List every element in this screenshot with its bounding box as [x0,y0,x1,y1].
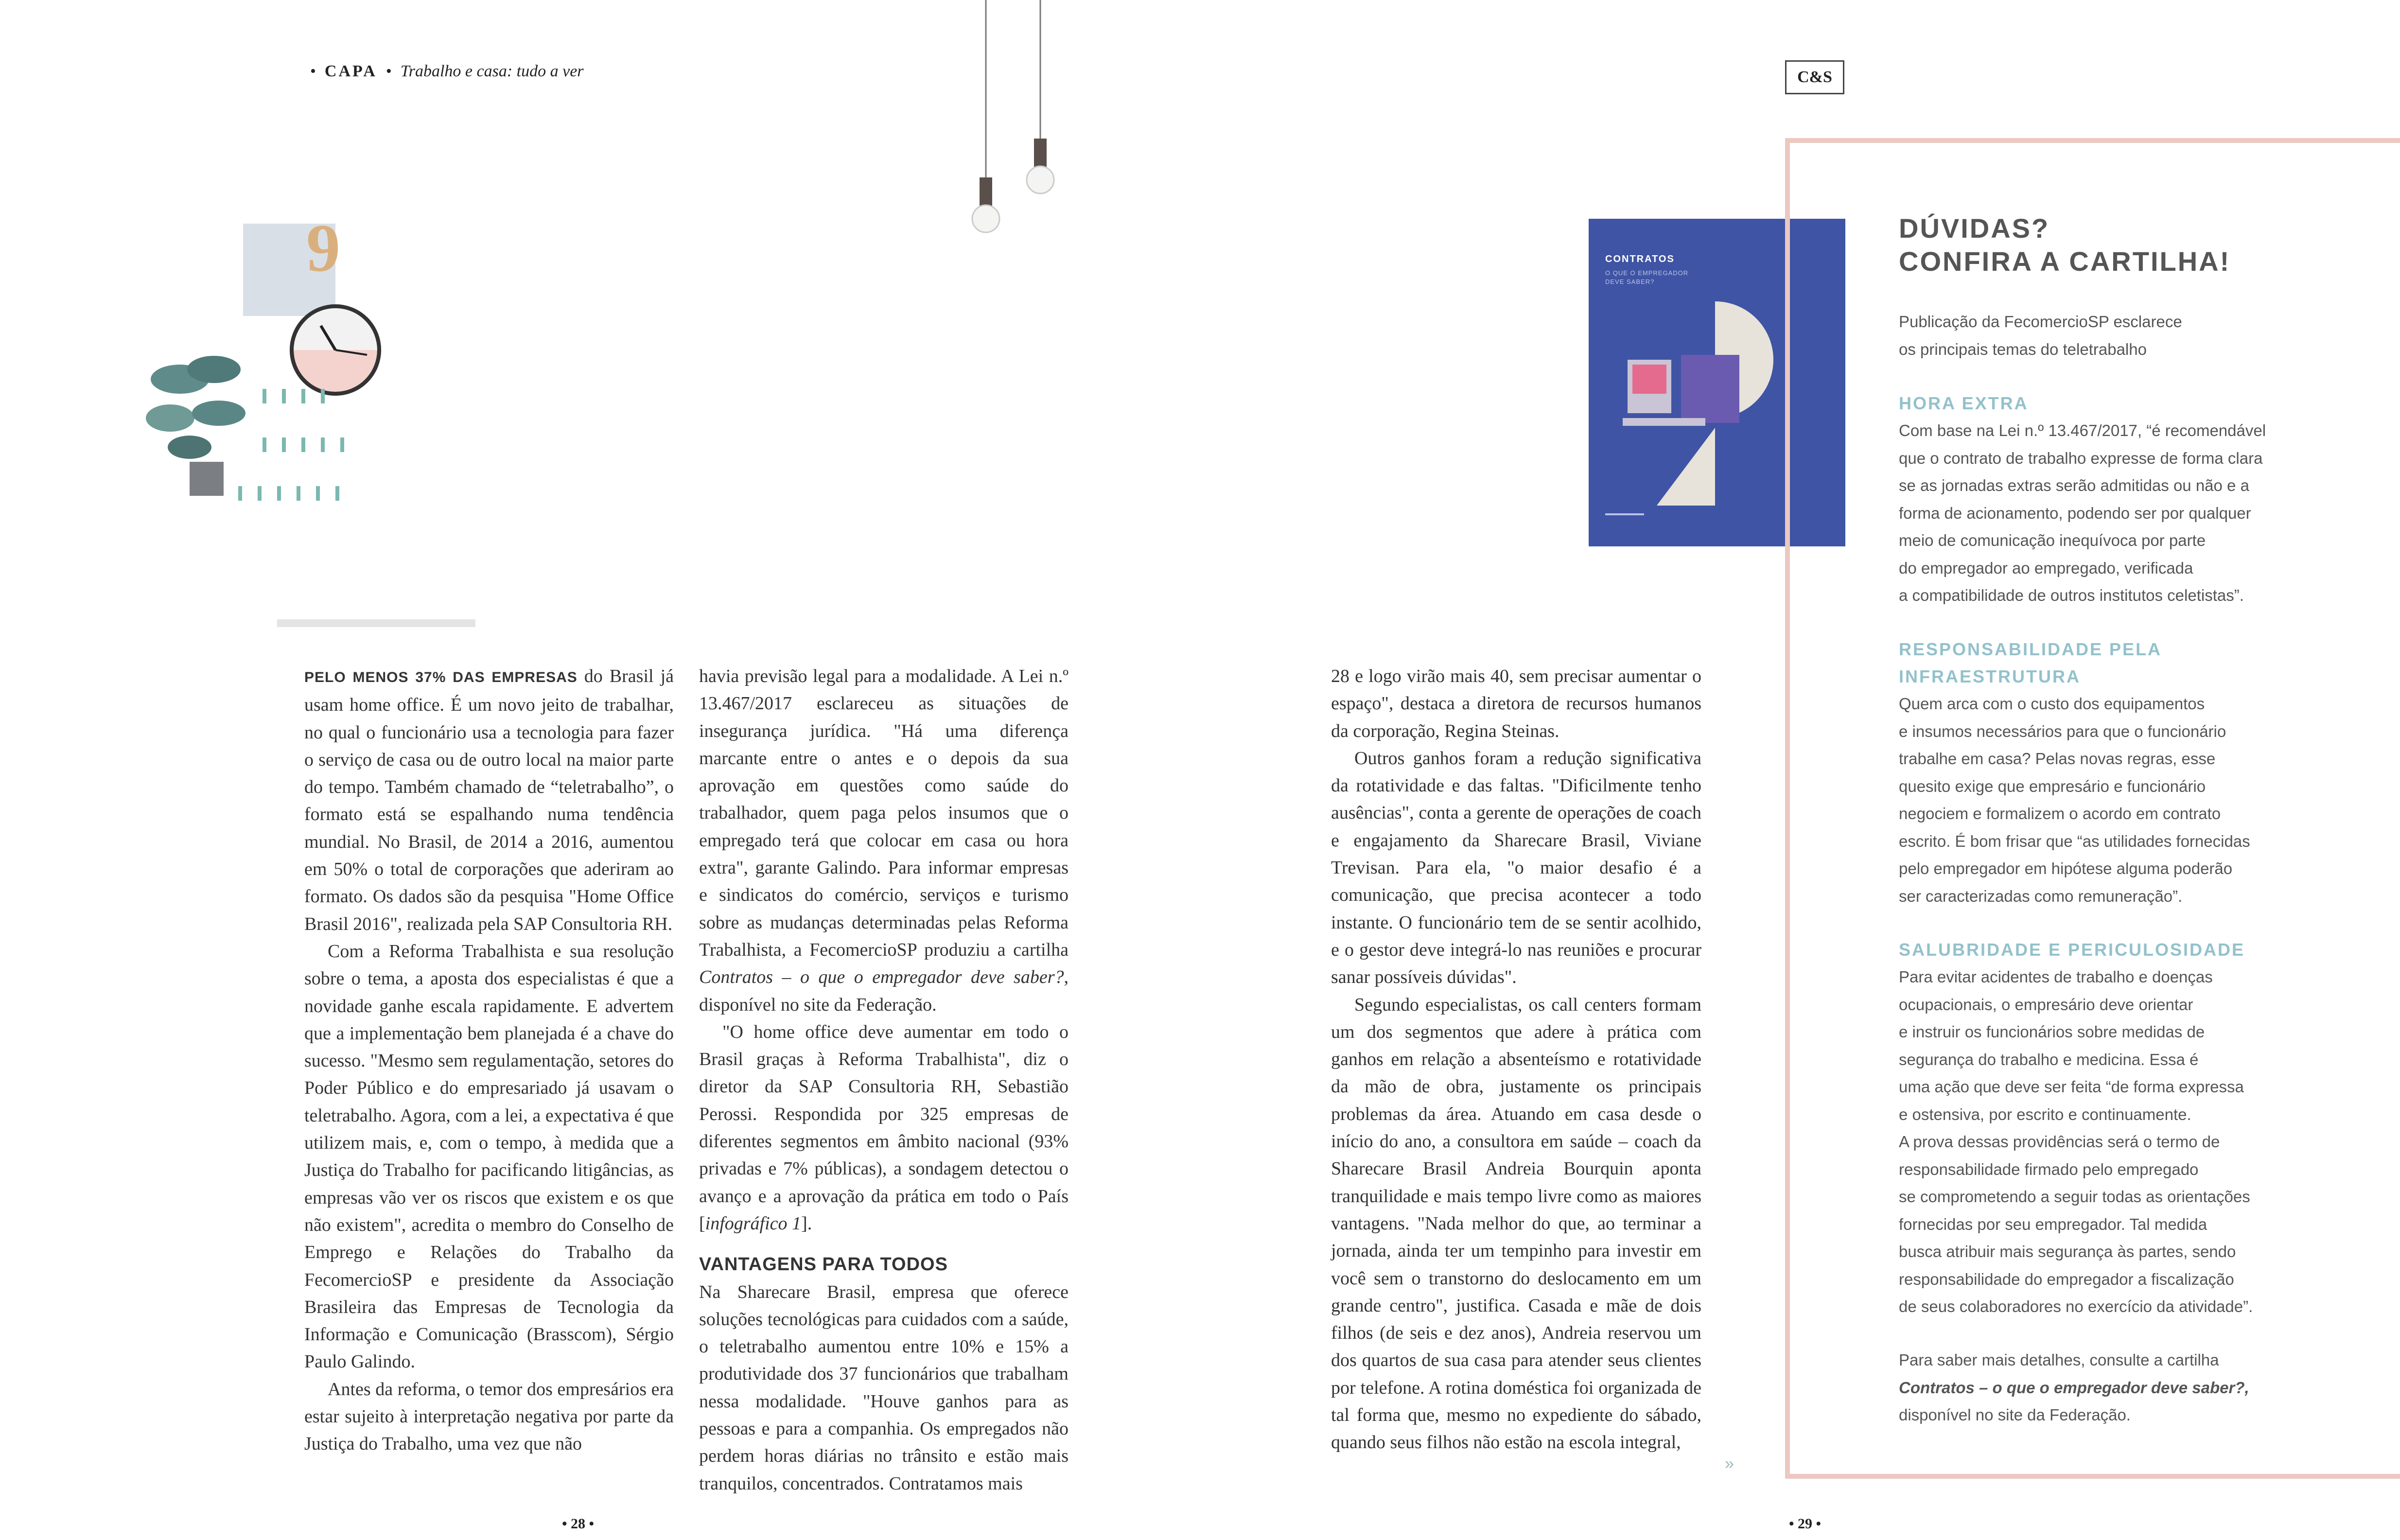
text-line: Quem arca com o custo dos equipamentos [1899,695,2205,713]
bullet: • [562,1516,567,1532]
hanging-lamps-illustration [963,0,1060,243]
text-line: busca atribuir mais segurança às partes, sendo [1899,1242,2236,1260]
sidebar-title-line: CONFIRA A CARTILHA! [1899,246,2231,277]
paragraph-text: "O home office deve aumentar em todo o Brasil graças à Reforma Trabalhista", diz o diretor da SAP Consultoria RH, Sebastião Perossi. Respondida por 325 empresas de diferentes segmentos em âmbito nacional (93% privadas e 7% públicas), a sondagem detectou o avanço e a aprovação da prática em todo o País [ [699,1021,1069,1234]
text-line: responsabilidade do empregador a fiscalização [1899,1270,2234,1288]
sidebar-section-infraestrutura [1899,636,2395,910]
magazine-logo: C&S [1785,60,1844,94]
section-body [1899,417,2395,610]
sidebar-footer-note [1899,1347,2249,1429]
booklet-cover-title: CONTRATOS [1605,254,1675,264]
section-label: CAPA [324,62,377,80]
paragraph-text: ]. [801,1213,812,1234]
text-line: e insumos necessários para que o funcionário [1899,722,2226,740]
text-line: e ostensiva, por escrito e continuamente. [1899,1105,2191,1123]
text-line: se comprometendo a seguir todas as orientações [1899,1188,2250,1206]
paragraph [699,663,1069,1018]
sidebar-section-hora-extra [1899,390,2395,610]
bullet: • [1816,1516,1822,1532]
article-column-1 [304,663,674,1458]
page-number-right [1789,1516,1821,1532]
section-heading: HORA EXTRA [1899,393,2029,413]
text-line: e instruir os funcionários sobre medidas de [1899,1023,2205,1041]
paragraph-text: do Brasil já usam home office. É um novo jeito de trabalhar, no qual o funcionário usa a tecnologia para fazer o serviço de casa ou de outro local na maior parte do tempo. Também chamado de “teletrabalho”, o formato está se espalhando numa tendência mundial. No Brasil, de 2014 a 2016, aumentou em 50% o total de corporações que aderiram ao formato. Os dados são da pesquisa "Home Office Brasil 2016", realizada pela SAP Consultoria RH. [304,666,674,934]
sidebar-title-line: DÚVIDAS? [1899,213,2050,244]
bullet: • [385,62,392,80]
text-line: negociem e formalizem o acordo em contrato [1899,805,2221,822]
text-line: disponível no site da Federação. [1899,1406,2131,1424]
text-line: fornecidas por seu empregador. Tal medida [1899,1215,2207,1233]
continue-arrow-icon: » [1725,1454,1734,1473]
paragraph: 28 e logo virão mais 40, sem precisar aumentar o espaço", destaca a diretora de recursos humanos da corporação, Regina Steinas. [1331,666,1701,741]
article-column-2 [699,663,1069,1497]
section-body [1899,690,2395,910]
text-line: responsabilidade firmado pelo empregado [1899,1160,2199,1178]
text-line: escrito. É bom frisar que “as utilidades fornecidas [1899,832,2250,850]
text-line: de seus colaboradores no exercício da atividade”. [1899,1297,2253,1315]
calendar-number: 9 [306,210,340,286]
text-line: a compatibilidade de outros institutos celetistas”. [1899,586,2244,604]
text-line: se as jornadas extras serão admitidas ou não e a [1899,476,2249,494]
text-line: do empregador ao empregado, verificada [1899,559,2193,577]
text-line: uma ação que deve ser feita “de forma expressa [1899,1078,2244,1096]
bullet: • [310,62,316,80]
booklet-title: Contratos – o que o empregador deve saber? [699,967,1064,988]
page-number: 29 [1798,1516,1813,1532]
paragraph [304,663,674,938]
text-line: que o contrato de trabalho expresse de forma clara [1899,449,2263,467]
booklet-cover-subtitle: O QUE O EMPREGADOR [1605,269,1689,277]
paragraph: Outros ganhos foram a redução significativa da rotatividade e das faltas. "Dificilmente tenho ausências", conta a gerente de operações de coach e engajamento da Sharecare Brasil, Viviane Trevisan. Para ela, "o maior desafio é a comunicação, que precisa acontecer a todo instante. O funcionário tem de se sentir acolhido, e o gestor deve integrá-lo nas reuniões e procurar sanar possíveis dúvidas". [1331,748,1701,988]
bullet: • [589,1516,595,1532]
text-line: Com base na Lei n.º 13.467/2017, “é recomendável [1899,421,2266,439]
article-column-3 [1331,663,1701,1456]
text-line: forma de acionamento, podendo ser por qualquer [1899,504,2251,522]
paragraph: Com a Reforma Trabalhista e sua resolução sobre o tema, a aposta dos especialistas é que a novidade ganhe escala rapidamente. E advertem que a implementação bem planejada é a chave do sucesso. "Mesmo sem regulamentação, setores do Poder Público e do empresariado já usavam o teletrabalho. Agora, com a lei, a expectativa é que utilizem mais, e, com o tempo, à medida que a Justiça do Trabalho for pacificando litigâncias, as empresas vão ver os riscos que existem e os que não existem", acredita o membro do Conselho de Emprego e Relações do Trabalho da FecomercioSP e presidente da Associação Brasileira das Empresas de Tecnologia da Informação e Comunicação (Brasscom), Sérgio Paulo Galindo. [304,941,674,1372]
section-heading: RESPONSABILIDADE PELA [1899,639,2162,659]
text-line: os principais temas do teletrabalho [1899,340,2147,358]
text-line: trabalhe em casa? Pelas novas regras, esse [1899,750,2216,768]
subheading: VANTAGENS PARA TODOS [699,1254,948,1275]
section-subtitle: Trabalho e casa: tudo a ver [400,62,584,80]
paragraph-text: , disponível no site da Federação. [699,967,1069,1015]
text-line: Para evitar acidentes de trabalho e doenças [1899,968,2213,986]
sidebar-intro [1899,308,2182,363]
sidebar-title [1899,212,2230,278]
text-line: meio de comunicação inequívoca por parte [1899,531,2206,549]
page-number: 28 [571,1516,586,1532]
text-line: pelo empregador em hipótese alguma poderão [1899,859,2233,877]
text-line: ocupacionais, o empresário deve orientar [1899,995,2193,1014]
decorative-rule [277,619,475,627]
text-line: Para saber mais detalhes, consulte a cartilha [1899,1351,2219,1369]
running-header [301,62,584,81]
lead-in: PELO MENOS 37% DAS EMPRESAS [304,669,578,685]
text-line: quesito exige que empresário e funcionário [1899,777,2206,795]
office-illustration [141,204,394,535]
booklet-cover-subtitle: DEVE SABER? [1605,278,1655,285]
section-body [1899,963,2395,1321]
text-line: segurança do trabalho e medicina. Essa é [1899,1050,2199,1068]
sidebar-section-salubridade [1899,936,2395,1321]
paragraph [699,1018,1069,1237]
booklet-title: Contratos – o que o empregador deve saber?, [1899,1378,2249,1397]
text-line: ser caracterizadas como remuneração”. [1899,887,2183,905]
plant-icon [141,340,394,525]
bullet: • [1789,1516,1794,1532]
paragraph-text: havia previsão legal para a modalidade. A Lei n.º 13.467/2017 esclareceu as situações de insegurança jurídica. "Há uma diferença marcante entre o antes e o depois da sua aprovação em questões como saúde do trabalhador, quem paga pelos insumos que o empregado terá que colocar em casa ou hora extra", garante Galindo. Para informar empresas e sindicatos do comércio, serviços e turismo sobre as mudanças determinadas pelas Reforma Trabalhista, a FecomercioSP produziu a cartilha [699,666,1069,960]
page-number-left [562,1516,594,1532]
section-heading: INFRAESTRUTURA [1899,666,2081,686]
paragraph: Antes da reforma, o temor dos empresários era estar sujeito à interpretação negativa por parte da Justiça do Trabalho, uma vez que não [304,1379,674,1454]
section-heading: SALUBRIDADE E PERICULOSIDADE [1899,940,2245,960]
paragraph: Na Sharecare Brasil, empresa que oferece soluções tecnológicas para cuidados com a saúde, o teletrabalho aumentou entre 10% e 15% a produtividade dos 37 funcionários que trabalham nessa modalidade. "Houve ganhos para as pessoas e para a companhia. Os empregados não perdem horas diárias no trânsito e estão mais tranquilos, concentrados. Contratamos mais [699,1281,1069,1494]
infographic-reference: infográfico 1 [705,1213,802,1234]
booklet-rule [1605,513,1644,515]
text-line: A prova dessas providências será o termo de [1899,1133,2220,1151]
text-line: Publicação da FecomercioSP esclarece [1899,313,2182,331]
paragraph: Segundo especialistas, os call centers formam um dos segmentos que adere à prática com ganhos em relação a absenteísmo e rotatividade da mão de obra, justamente os principais problemas da área. Atuando em casa desde o início do ano, a consultora em saúde – coach da Sharecare Brasil Andreia Bourquin aponta tranquilidade e mais tempo livre como as maiores vantagens. "Nada melhor do que, ao terminar a jornada, ainda ter um tempinho para investir em você sem o transtorno do deslocamento em um grande centro", justifica. Casada e mãe de dois filhos (de seis e dez anos), Andreia reservou um dos quartos de sua casa para atender seus clientes por telefone. A rotina doméstica foi organizada de tal forma que, mesmo no expediente do sábado, quando seus filhos não estão na escola integral, [1331,994,1701,1453]
